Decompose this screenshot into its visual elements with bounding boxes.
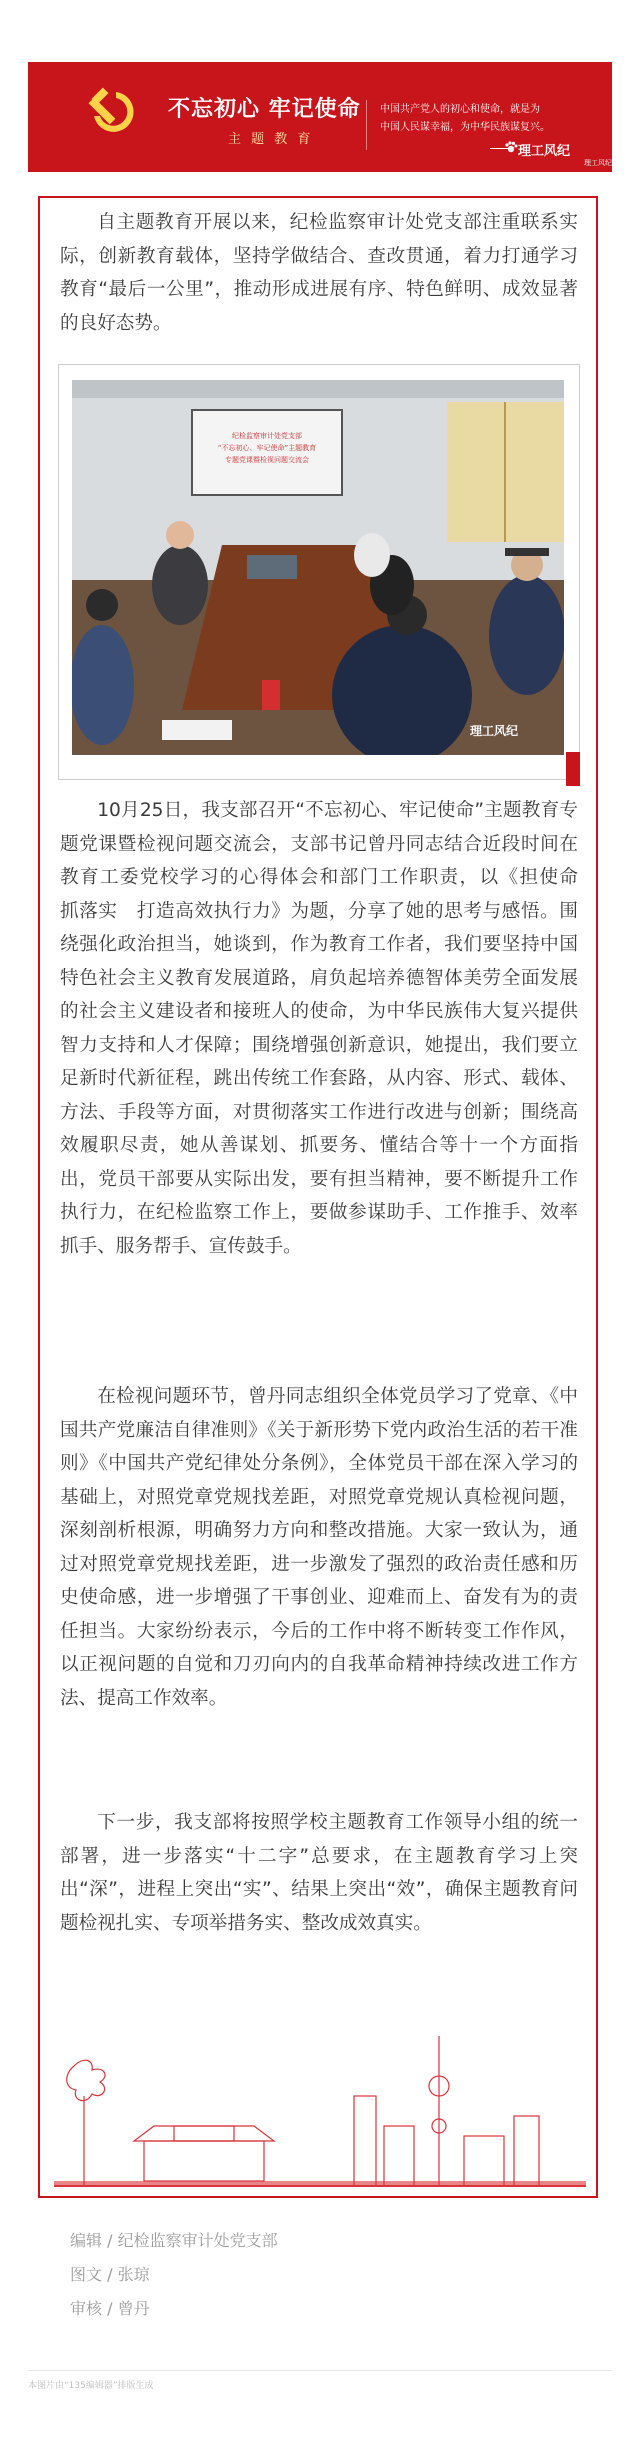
- intro-paragraph: 自主题教育开展以来，纪检监察审计处党支部注重联系实际，创新教育载体，坚持学做结合、查改贯通，着力打通学习教育“最后一公里”，推动形成进展有序、特色鲜明、成效显著的良好态势。: [60, 212, 578, 334]
- banner-title: 不忘初心 牢记使命: [168, 97, 361, 122]
- paw-logo-icon: [504, 140, 518, 154]
- banner-subtitle: 主 题 教 育: [228, 132, 314, 147]
- credit-photo-text: 图文 / 张琼: [70, 2265, 150, 2284]
- screen-title-line1: 纪检监察审计处党支部: [232, 432, 302, 440]
- screen-title-line3: 专题党课暨检视问题交流会: [225, 456, 309, 464]
- skyline-illustration: [54, 2026, 586, 2196]
- footer-divider: [28, 2370, 612, 2371]
- banner-quote-line1: 中国共产党人的初心和使命，就是为: [380, 104, 540, 115]
- review-paragraph: 在检视问题环节，曾丹同志组织全体党员学习了党章、《中国共产党廉洁自律准则》《关于新形势下党内政治生活的若干准则》《中国共产党纪律处分条例》，全体党员干部在深入学习的基础上，对照党章党规找差距，对照党章党规认真检视问题，深刻剖析根源，明确努力方向和整改措施。大家一致认为，通过对照党章党规找差距，进一步激发了强烈的政治责任感和历史使命感，进一步增强了干事创业、迎难而上、奋发有为的责任担当。大家纷纷表示，今后的工作中将不断转变工作作风，以正视问题的自觉和刀刃向内的自我革命精神持续改进工作方法、提高工作效率。: [60, 1386, 578, 1709]
- photo-watermark: 理工风纪: [470, 724, 519, 738]
- header-banner: [28, 62, 612, 172]
- next-step-paragraph: 下一步，我支部将按照学校主题教育工作领导小组的统一部署，进一步落实“十二字”总要求，在主题教育学习上突出“深”，进程上突出“实”、结果上突出“效”，确保主题教育问题检视扎实、专项举措务实、整改成效真实。: [60, 1812, 578, 1934]
- banner-divider: [366, 100, 367, 150]
- credit-editor: 编辑 / 纪检监察审计处党支部: [70, 2231, 278, 2250]
- hammer-sickle-icon: [86, 86, 138, 138]
- meeting-photo: [72, 380, 564, 755]
- screen-title-line2: “不忘初心、牢记使命”主题教育: [217, 444, 317, 452]
- banner-brand-sub: 理工风纪: [584, 159, 612, 167]
- banner-quote-line2: 中国人民谋幸福，为中华民族谋复兴。: [380, 122, 550, 133]
- photo-accent-bar: [566, 752, 580, 786]
- footer-note: 本图片由“135编辑器”排版生成: [28, 2381, 154, 2391]
- meeting-paragraph: 10月25日，我支部召开“不忘初心、牢记使命”主题教育专题党课暨检视问题交流会，支部书记曾丹同志结合近段时间在教育工委党校学习的心得体会和部门工作职责，以《担使命 抓落实 打造高效执行力》为题，分享了她的思考与感悟。围绕强化政治担当，她谈到，作为教育工作者，我们要坚持中国特色社会主义教育发展道路，肩负起培养德智体美劳全面发展的社会主义建设者和接班人的使命，为中华民族伟大复兴提供智力支持和人才保障；围绕增强创新意识，她提出，我们要立足新时代新征程，跳出传统工作套路，从内容、形式、载体、方法、手段等方面，对贯彻落实工作进行改进与创新；围绕高效履职尽责，她从善谋划、抓要务、懂结合等十一个方面指出，党员干部要从实际出发，要有担当精神，要不断提升工作执行力，在纪检监察工作上，要做参谋助手、工作推手、效率抓手、服务帮手、宣传鼓手。: [60, 800, 597, 1257]
- credit-review: 审核 / 曾丹: [70, 2299, 150, 2318]
- banner-brand: 理工风纪: [518, 144, 571, 159]
